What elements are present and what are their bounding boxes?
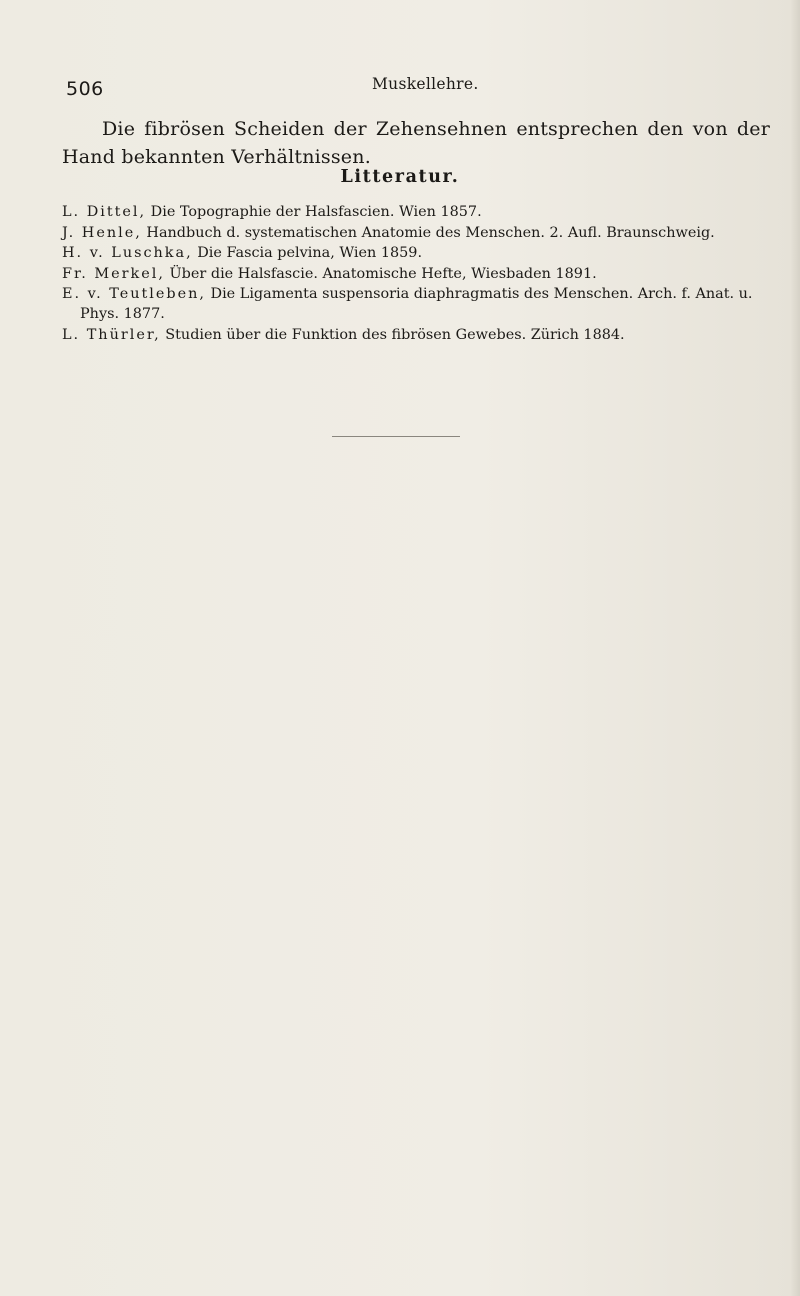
literature-heading: Litteratur. [340,167,460,187]
body-paragraph: Die fibrösen Scheiden der Zehensehnen entsprechen den von der Hand bekannten Verhältnissen. [62,118,770,168]
page-header [66,74,766,102]
reference-author: E. v. Teutleben, [62,286,206,302]
running-head: Muskellehre. [372,75,479,93]
reference-item [62,243,774,263]
reference-text: Die Fascia pelvina, Wien 1859. [192,245,423,261]
reference-author: Fr. Merkel, [62,265,165,282]
reference-item [62,284,774,324]
page-edge-shadow [790,0,800,1296]
reference-list [62,202,774,345]
reference-text: Handbuch d. systematischen Anatomie des Menschen. 2. Aufl. Braunschweig. [141,224,715,241]
reference-author: L. Thürler, [62,326,161,343]
reference-item [62,202,774,222]
reference-author: H. v. Luschka, [62,245,193,261]
section-end-rule [332,436,460,437]
reference-text: Die Ligamenta suspensoria diaphragmatis des Menschen. Arch. f. Anat. u. Phys. 1877. [80,286,753,322]
reference-author: J. Henle, [62,224,142,241]
reference-author: L. Dittel, [62,204,147,220]
reference-text: Die Topographie der Halsfascien. Wien 1857. [146,204,482,220]
reference-text: Über die Halsfascie. Anatomische Hefte, Wiesbaden 1891. [164,265,597,282]
reference-item [62,223,774,243]
reference-item [62,264,774,284]
reference-item [62,325,774,345]
reference-text: Studien über die Funktion des fibrösen Gewebes. Zürich 1884. [160,326,625,343]
page-number: 506 [66,78,104,100]
